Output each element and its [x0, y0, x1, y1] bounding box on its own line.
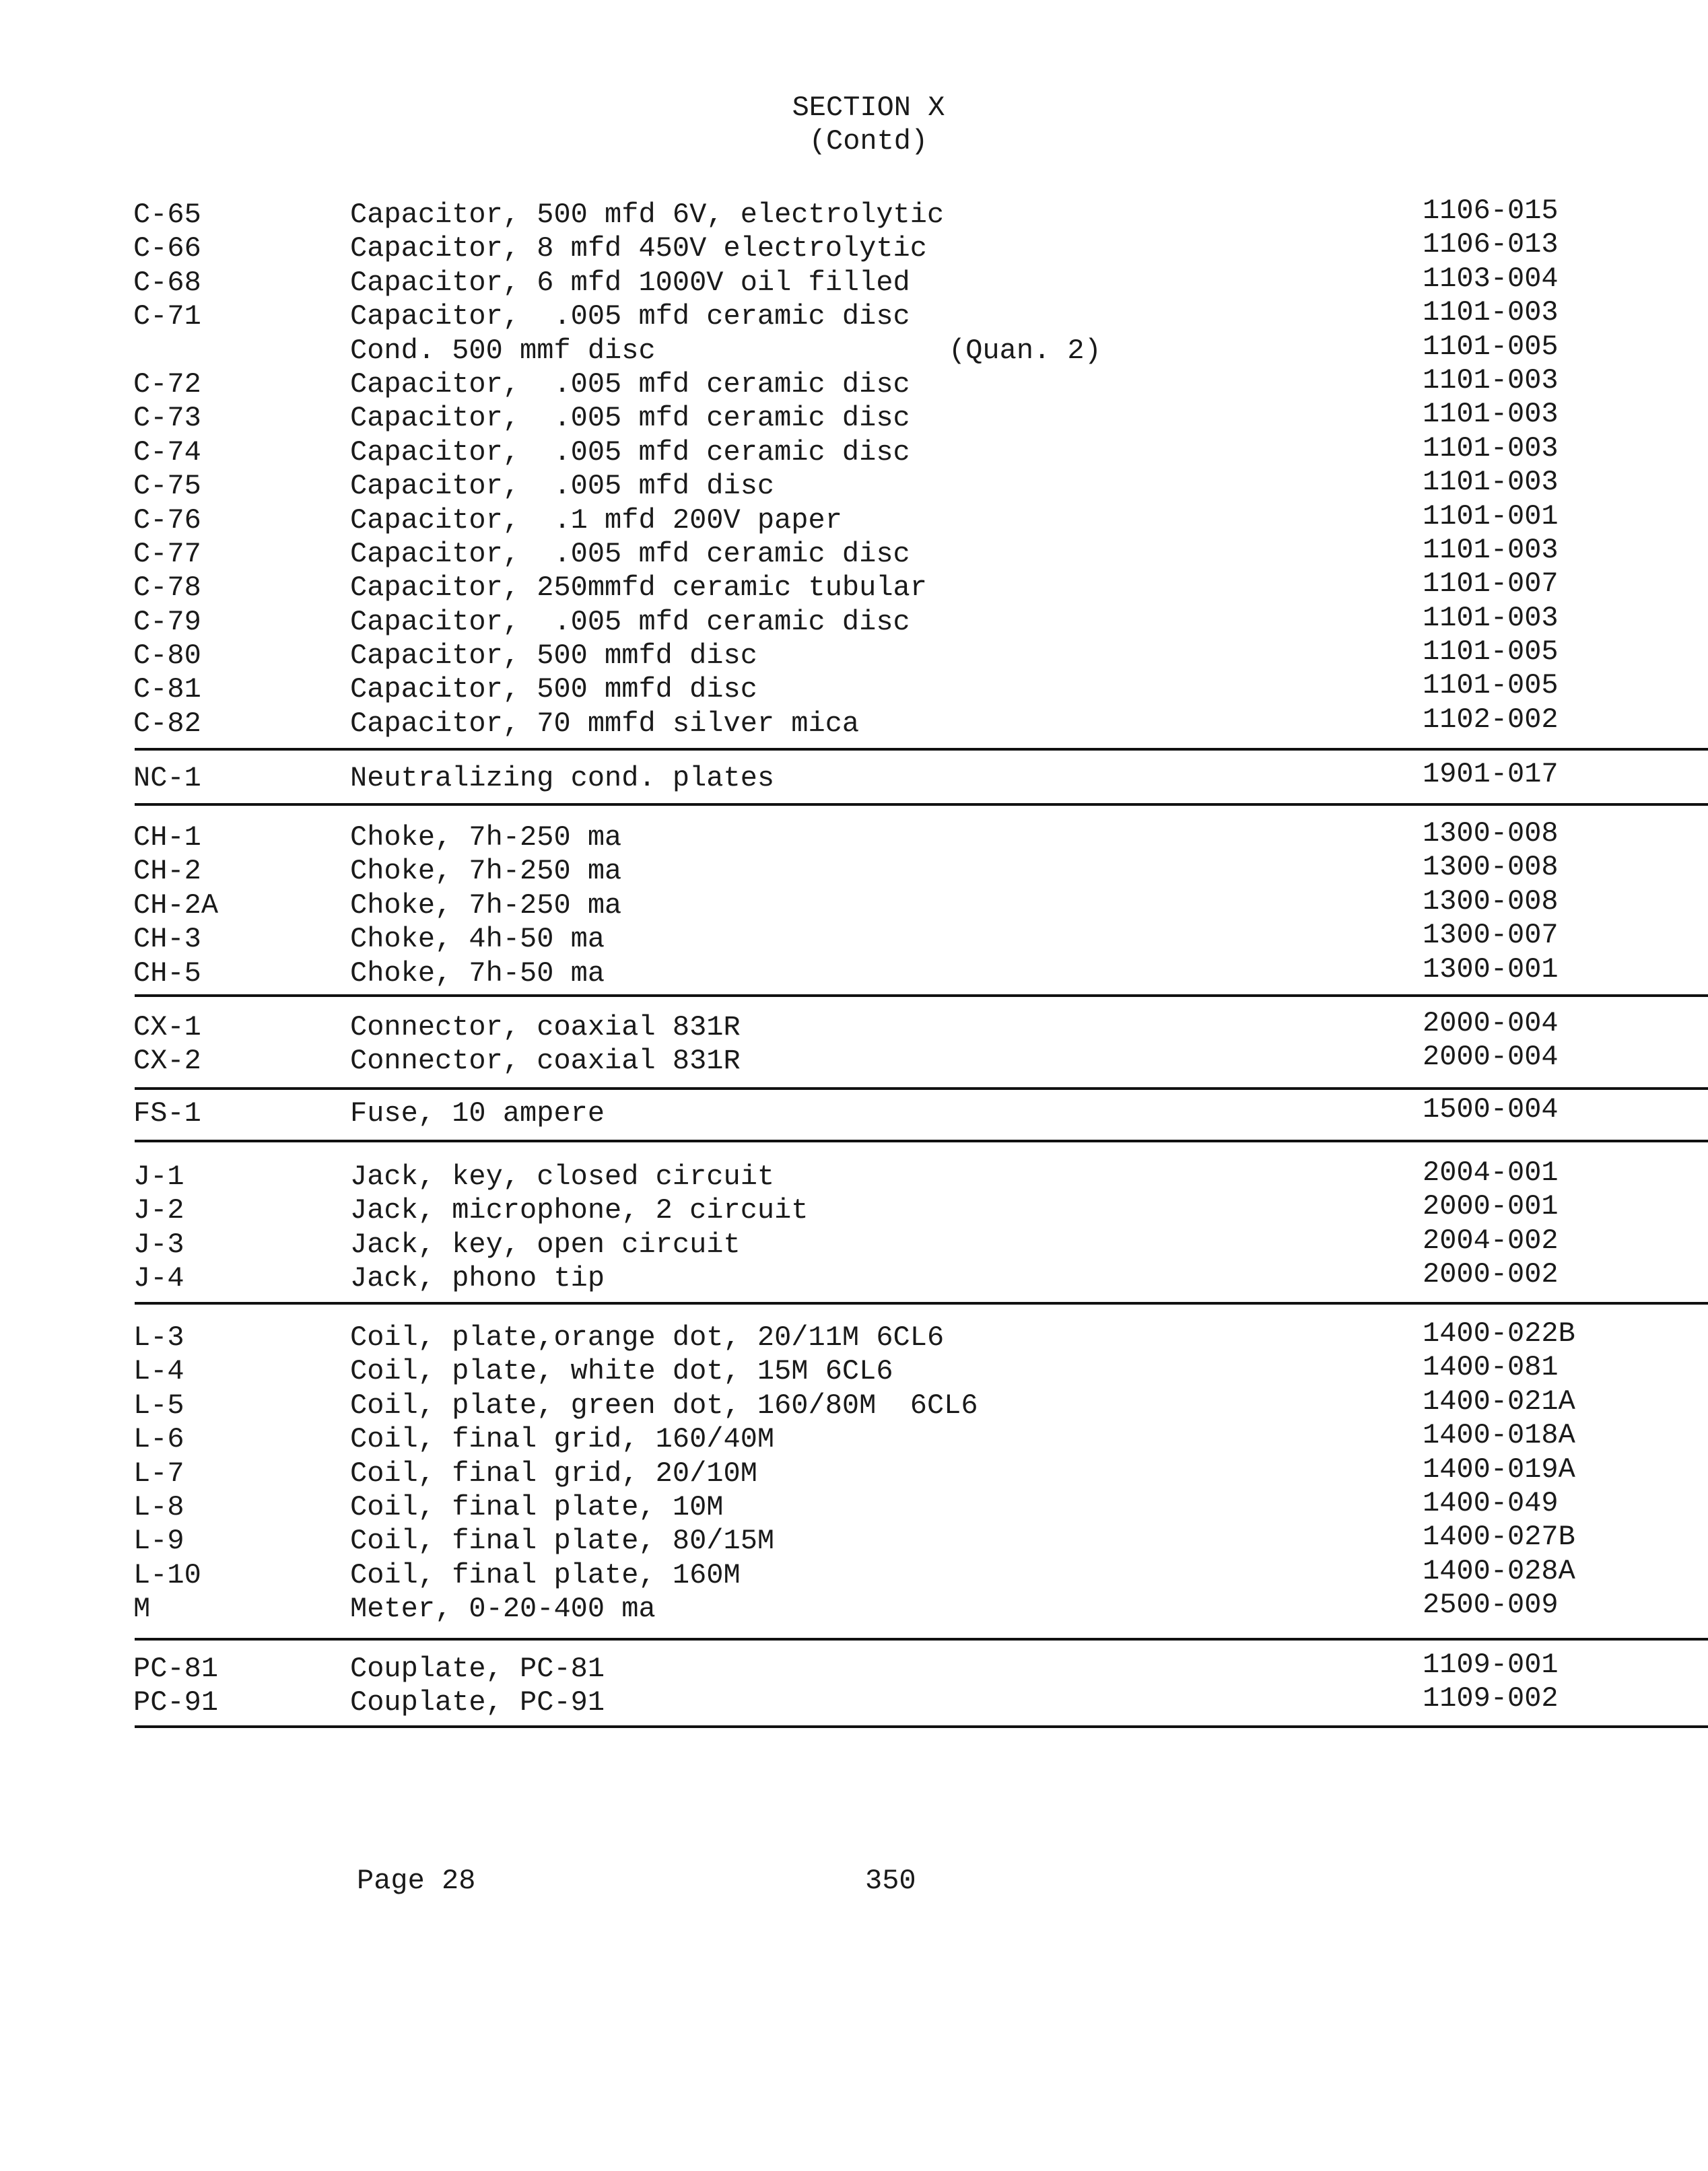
part-reference: C-66	[133, 232, 201, 265]
part-description: Neutralizing cond. plates	[350, 762, 775, 794]
part-number: 1400-049	[1423, 1486, 1559, 1519]
part-description: Capacitor, 500 mfd 6V, electrolytic	[350, 199, 945, 231]
part-number: 1300-008	[1423, 817, 1559, 850]
part-number: 1300-008	[1423, 851, 1559, 884]
part-reference: C-76	[133, 504, 201, 537]
parts-group-neutralizing	[0, 758, 1708, 795]
part-description: Capacitor, .005 mfd ceramic disc	[350, 436, 910, 469]
parts-group-couplates	[0, 1649, 1708, 1720]
part-description: Coil, plate, white dot, 15M 6CL6	[350, 1355, 893, 1388]
page-number: 350	[865, 1865, 916, 1897]
part-description: Choke, 7h-250 ma	[350, 889, 622, 922]
parts-row	[0, 669, 1708, 706]
parts-row	[0, 330, 1708, 368]
part-description: Capacitor, 8 mfd 450V electrolytic	[350, 232, 927, 265]
parts-group-jacks	[0, 1157, 1708, 1296]
parts-row	[0, 1649, 1708, 1686]
part-number: 2000-001	[1423, 1190, 1559, 1223]
part-number: 1106-015	[1423, 195, 1559, 227]
part-reference: L-3	[133, 1321, 184, 1354]
part-number: 2000-002	[1423, 1258, 1559, 1291]
divider	[135, 1638, 1708, 1641]
parts-row	[0, 851, 1708, 888]
part-number: 1101-003	[1423, 601, 1559, 634]
part-reference: C-81	[133, 673, 201, 706]
page-label: Page 28	[357, 1865, 476, 1897]
parts-group-fuses	[0, 1093, 1708, 1130]
part-reference: C-77	[133, 537, 201, 570]
part-number: 1102-002	[1423, 703, 1559, 736]
part-description: Capacitor, .005 mfd ceramic disc	[350, 605, 910, 638]
part-number: 1400-027B	[1423, 1521, 1575, 1554]
parts-row	[0, 228, 1708, 265]
part-number: 1101-003	[1423, 296, 1559, 329]
part-reference: J-3	[133, 1228, 184, 1261]
part-description: Choke, 4h-50 ma	[350, 923, 605, 956]
part-description: Choke, 7h-250 ma	[350, 855, 622, 888]
part-description: Couplate, PC-91	[350, 1686, 605, 1719]
part-reference: CH-2	[133, 855, 201, 888]
parts-group-chokes	[0, 817, 1708, 990]
part-reference: C-71	[133, 300, 201, 333]
part-reference: FS-1	[133, 1097, 201, 1130]
part-number: 1300-008	[1423, 885, 1559, 918]
part-description: Meter, 0-20-400 ma	[350, 1593, 656, 1626]
part-description: Coil, final plate, 10M	[350, 1490, 724, 1523]
part-description: Capacitor, 6 mfd 1000V oil filled	[350, 266, 910, 299]
part-number: 1400-022B	[1423, 1317, 1575, 1350]
divider	[135, 1087, 1708, 1090]
parts-row	[0, 1041, 1708, 1078]
part-number: 1109-001	[1423, 1649, 1559, 1681]
part-description: Coil, final grid, 20/10M	[350, 1457, 757, 1490]
part-description: Coil, plate,orange dot, 20/11M 6CL6	[350, 1321, 945, 1354]
part-reference: C-68	[133, 266, 201, 299]
part-reference: CX-2	[133, 1045, 201, 1078]
part-reference: C-78	[133, 572, 201, 605]
part-reference: C-72	[133, 368, 201, 401]
parts-row	[0, 1007, 1708, 1044]
part-reference: L-4	[133, 1355, 184, 1388]
part-number: 1101-007	[1423, 567, 1559, 600]
part-number: 1400-081	[1423, 1351, 1559, 1384]
part-description: Capacitor, .005 mfd ceramic disc	[350, 368, 910, 401]
part-number: 1300-007	[1423, 919, 1559, 952]
part-number: 2000-004	[1423, 1007, 1559, 1039]
parts-row	[0, 1554, 1708, 1592]
part-description: Couplate, PC-81	[350, 1653, 605, 1685]
part-number: 1101-003	[1423, 398, 1559, 431]
parts-row	[0, 1419, 1708, 1456]
part-reference: CX-1	[133, 1011, 201, 1043]
part-number: 1300-001	[1423, 953, 1559, 986]
part-reference: PC-81	[133, 1653, 219, 1685]
parts-row	[0, 1258, 1708, 1295]
part-reference: CH-2A	[133, 889, 219, 922]
part-reference: CH-1	[133, 821, 201, 854]
parts-group-connectors	[0, 1007, 1708, 1078]
part-reference: L-8	[133, 1490, 184, 1523]
part-description: Capacitor, .1 mfd 200V paper	[350, 504, 842, 537]
parts-row	[0, 1385, 1708, 1422]
parts-row	[0, 1190, 1708, 1227]
parts-row	[0, 466, 1708, 503]
parts-row	[0, 635, 1708, 673]
part-description: Jack, phono tip	[350, 1262, 605, 1295]
part-description: Capacitor, 250mmfd ceramic tubular	[350, 572, 927, 605]
part-reference: M	[133, 1593, 151, 1626]
part-description: Coil, plate, green dot, 160/80M 6CL6	[350, 1389, 978, 1422]
parts-row	[0, 262, 1708, 300]
part-number: 1106-013	[1423, 228, 1559, 261]
part-reference: NC-1	[133, 762, 201, 794]
part-description: Capacitor, .005 mfd ceramic disc	[350, 537, 910, 570]
part-number: 1901-017	[1423, 758, 1559, 790]
part-number: 1400-021A	[1423, 1385, 1575, 1418]
section-subtitle: (Contd)	[809, 125, 928, 158]
part-reference: J-2	[133, 1194, 184, 1227]
part-reference: PC-91	[133, 1686, 219, 1719]
part-number: 1101-003	[1423, 432, 1559, 464]
parts-group-capacitors	[0, 195, 1708, 740]
parts-row	[0, 1521, 1708, 1558]
part-reference: L-7	[133, 1457, 184, 1490]
parts-row	[0, 398, 1708, 435]
parts-row	[0, 195, 1708, 232]
part-number: 1109-002	[1423, 1682, 1559, 1715]
part-reference: L-5	[133, 1389, 184, 1422]
part-description: Connector, coaxial 831R	[350, 1011, 741, 1043]
divider	[135, 1725, 1708, 1728]
part-number: 1500-004	[1423, 1093, 1559, 1126]
part-number: 1101-005	[1423, 330, 1559, 363]
parts-row	[0, 1224, 1708, 1262]
part-description: Coil, final grid, 160/40M	[350, 1423, 775, 1456]
parts-row	[0, 567, 1708, 605]
part-number: 1400-018A	[1423, 1419, 1575, 1452]
divider	[135, 1140, 1708, 1142]
parts-group-coils	[0, 1317, 1708, 1626]
part-number: 1101-005	[1423, 669, 1559, 702]
parts-row	[0, 364, 1708, 401]
part-reference: C-73	[133, 402, 201, 435]
part-description: Cond. 500 mmf disc	[350, 334, 656, 367]
parts-row	[0, 1317, 1708, 1354]
parts-row	[0, 817, 1708, 854]
part-reference: J-1	[133, 1161, 184, 1193]
part-description: Capacitor, .005 mfd disc	[350, 470, 775, 503]
parts-row	[0, 1093, 1708, 1130]
divider	[135, 803, 1708, 806]
parts-row	[0, 758, 1708, 795]
part-description: Coil, final plate, 160M	[350, 1558, 741, 1591]
part-reference: C-80	[133, 640, 201, 673]
part-description: Connector, coaxial 831R	[350, 1045, 741, 1078]
parts-row	[0, 1351, 1708, 1388]
parts-row	[0, 1157, 1708, 1194]
part-reference: L-9	[133, 1525, 184, 1558]
part-reference: C-82	[133, 707, 201, 740]
part-reference: J-4	[133, 1262, 184, 1295]
part-description: Capacitor, .005 mfd ceramic disc	[350, 300, 910, 333]
part-number: 2500-009	[1423, 1589, 1559, 1622]
part-description: Jack, key, open circuit	[350, 1228, 741, 1261]
part-description: Capacitor, 500 mmfd disc	[350, 640, 757, 673]
part-description: Capacitor, 70 mmfd silver mica	[350, 707, 860, 740]
part-number: 2000-004	[1423, 1041, 1559, 1074]
parts-row	[0, 885, 1708, 922]
parts-row	[0, 1486, 1708, 1524]
part-reference: CH-3	[133, 923, 201, 956]
part-description: Choke, 7h-250 ma	[350, 821, 622, 854]
divider	[135, 994, 1708, 997]
part-reference: L-6	[133, 1423, 184, 1456]
part-number: 1101-003	[1423, 364, 1559, 397]
part-description: Choke, 7h-50 ma	[350, 957, 605, 990]
parts-row	[0, 919, 1708, 956]
parts-row	[0, 1453, 1708, 1490]
part-number: 1101-005	[1423, 635, 1559, 668]
part-description: Jack, microphone, 2 circuit	[350, 1194, 809, 1227]
parts-row	[0, 296, 1708, 333]
parts-row	[0, 953, 1708, 990]
part-number: 1400-028A	[1423, 1554, 1575, 1587]
part-description: Capacitor, 500 mmfd disc	[350, 673, 757, 706]
part-reference: C-79	[133, 605, 201, 638]
parts-row	[0, 533, 1708, 571]
part-reference: CH-5	[133, 957, 201, 990]
divider	[135, 1302, 1708, 1305]
section-title: SECTION X	[792, 92, 945, 124]
part-quantity: (Quan. 2)	[949, 334, 1101, 367]
part-number: 2004-001	[1423, 1157, 1559, 1189]
part-description: Jack, key, closed circuit	[350, 1161, 775, 1193]
parts-row	[0, 432, 1708, 469]
parts-row	[0, 1682, 1708, 1719]
part-number: 2004-002	[1423, 1224, 1559, 1257]
divider	[135, 748, 1708, 751]
part-number: 1101-001	[1423, 499, 1559, 532]
parts-row	[0, 703, 1708, 740]
part-number: 1400-019A	[1423, 1453, 1575, 1486]
part-description: Capacitor, .005 mfd ceramic disc	[350, 402, 910, 435]
parts-row	[0, 601, 1708, 639]
part-description: Fuse, 10 ampere	[350, 1097, 605, 1130]
part-reference: L-10	[133, 1558, 201, 1591]
part-number: 1101-003	[1423, 466, 1559, 499]
parts-row	[0, 499, 1708, 537]
part-number: 1103-004	[1423, 262, 1559, 295]
part-description: Coil, final plate, 80/15M	[350, 1525, 775, 1558]
part-reference: C-74	[133, 436, 201, 469]
part-reference: C-75	[133, 470, 201, 503]
parts-row	[0, 1589, 1708, 1626]
part-reference: C-65	[133, 199, 201, 231]
part-number: 1101-003	[1423, 533, 1559, 566]
